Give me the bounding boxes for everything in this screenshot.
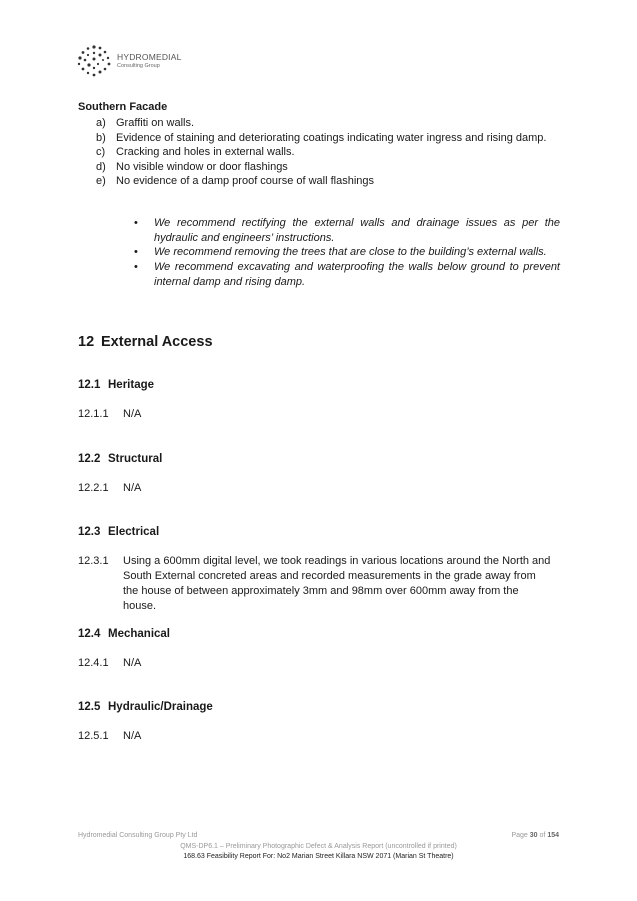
subsection-number: 12.4 (78, 628, 101, 640)
page-current: 30 (529, 832, 538, 839)
recommendation-list (134, 216, 560, 290)
subsection-title: Hydraulic/Drainage (108, 701, 213, 713)
paragraph-number: 12.4.1 (78, 657, 109, 669)
paragraph (78, 656, 551, 671)
section-heading (78, 334, 213, 350)
recommendation-text: We recommend excavating and waterproofing the walls below ground to prevent internal damp and rising damp. (154, 261, 560, 288)
subsection-title: Heritage (108, 379, 155, 391)
subsection-heading (78, 379, 154, 391)
paragraph-text: N/A (123, 482, 142, 494)
subsection-title: Structural (108, 453, 163, 465)
recommendation-text: We recommend rectifying the external walls and drainage issues as per the hydraulic and engineers’ instructions. (154, 217, 560, 244)
list-item-label: e) (96, 175, 106, 187)
subsection-heading (78, 628, 170, 640)
paragraph (78, 729, 551, 744)
paragraph (78, 481, 551, 496)
defect-list (96, 116, 546, 189)
paragraph-number: 12.2.1 (78, 482, 109, 494)
logo-subtitle: Consulting Group (117, 62, 160, 69)
subsection-heading (78, 453, 162, 465)
subsection-title: Mechanical (108, 628, 170, 640)
subsection-heading (78, 526, 159, 538)
paragraph-text: Using a 600mm digital level, we took readings in various locations around the North and South External concreted areas and recorded measurements in the grade away from the house of between approximately 3mm and 98mm over 600mm away from the house. (123, 555, 551, 612)
recommendation-item (134, 260, 560, 289)
logo-dots-icon (74, 44, 114, 78)
list-item-text: Cracking and holes in external walls. (116, 146, 295, 158)
page-of: of (539, 832, 546, 839)
recommendation-item (134, 245, 560, 260)
paragraph-text: N/A (123, 657, 142, 669)
southern-facade-heading: Southern Facade (78, 101, 168, 113)
section-title: External Access (101, 334, 213, 350)
list-item-text: Evidence of staining and deteriorating coatings indicating water ingress and rising damp. (116, 131, 547, 144)
subsection-number: 12.3 (78, 526, 101, 538)
list-item-text: Graffiti on walls. (116, 117, 195, 129)
footer-report-title: 168.63 Feasibility Report For: No2 Marian Street Killara NSW 2071 (Marian St Theatre) (183, 853, 454, 860)
bullet-icon: • (134, 261, 138, 274)
paragraph-number: 12.3.1 (78, 555, 109, 567)
logo-name: HYDROMEDIAL (117, 52, 182, 62)
page-word: Page (511, 832, 528, 839)
list-item (96, 116, 546, 131)
paragraph-number: 12.1.1 (78, 408, 109, 420)
list-item (96, 131, 546, 146)
footer-doc-ref: QMS-DP6.1 – Preliminary Photographic Defect & Analysis Report (uncontrolled if printed) (180, 843, 457, 850)
list-item-label: d) (96, 160, 106, 173)
subsection-heading (78, 701, 213, 713)
section-number: 12 (78, 334, 95, 350)
recommendation-text: We recommend removing the trees that are close to the building’s external walls. (154, 246, 547, 259)
page-number (511, 832, 559, 839)
list-item (96, 160, 546, 175)
list-item (96, 174, 546, 189)
page-total: 154 (547, 832, 559, 839)
subsection-number: 12.5 (78, 701, 101, 713)
paragraph (78, 407, 551, 422)
subsection-number: 12.1 (78, 379, 101, 391)
paragraph-text: N/A (123, 730, 142, 742)
paragraph (78, 554, 551, 614)
list-item-text: No evidence of a damp proof course of wall flashings (116, 175, 375, 187)
list-item-label: a) (96, 117, 106, 129)
recommendation-item (134, 216, 560, 245)
bullet-icon: • (134, 246, 138, 259)
paragraph-number: 12.5.1 (78, 730, 109, 742)
list-item-label: b) (96, 131, 106, 144)
bullet-icon: • (134, 217, 138, 229)
list-item-label: c) (96, 146, 106, 158)
company-logo (74, 44, 182, 78)
subsection-number: 12.2 (78, 453, 101, 465)
paragraph-text: N/A (123, 408, 142, 420)
list-item (96, 145, 546, 160)
footer-company: Hydromedial Consulting Group Pty Ltd (78, 832, 198, 839)
list-item-text: No visible window or door flashings (116, 160, 288, 173)
subsection-title: Electrical (108, 526, 160, 538)
